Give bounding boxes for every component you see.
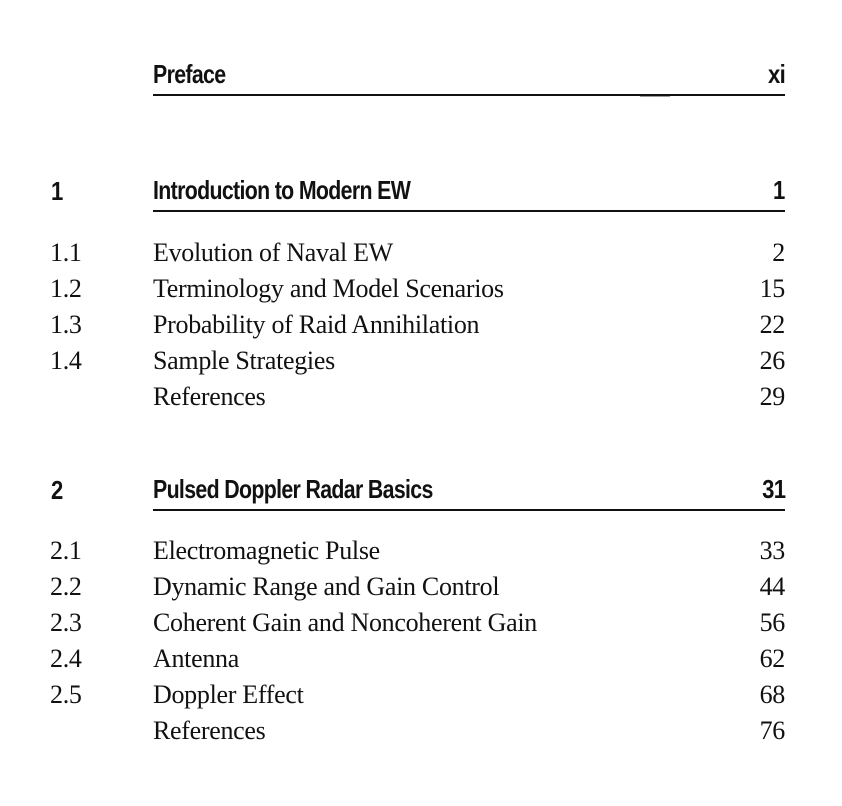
toc-entry-1-2[interactable] — [50, 274, 785, 308]
toc-entry-1-3[interactable] — [50, 310, 785, 344]
section-page: 33 — [759, 536, 785, 565]
preface-title: Preface — [153, 59, 226, 89]
toc-entry-1-references[interactable] — [50, 382, 785, 416]
toc-entry-2-3[interactable] — [50, 608, 785, 642]
chapter-2-title: Pulsed Doppler Radar Basics — [153, 474, 433, 504]
section-page: 56 — [759, 608, 785, 637]
section-page: 26 — [759, 346, 785, 375]
section-title: Coherent Gain and Noncoherent Gain — [153, 608, 538, 637]
section-title: Antenna — [153, 644, 239, 673]
section-title: Dynamic Range and Gain Control — [153, 572, 500, 601]
section-title: Sample Strategies — [153, 346, 335, 375]
section-number: 2.1 — [50, 536, 82, 565]
chapter-1-number: 1 — [51, 176, 64, 206]
section-number: 1.4 — [50, 346, 82, 375]
section-title: Electromagnetic Pulse — [153, 536, 380, 565]
section-page: 2 — [772, 238, 785, 267]
preface-heading[interactable] — [153, 60, 785, 96]
section-title: Doppler Effect — [153, 680, 304, 709]
chapter-1-heading[interactable] — [153, 176, 785, 212]
chapter-1-page: 1 — [773, 175, 785, 205]
section-page: 68 — [759, 680, 785, 709]
section-number: 2.4 — [50, 644, 82, 673]
toc-entry-1-1[interactable] — [50, 238, 785, 272]
chapter-1-title: Introduction to Modern EW — [153, 175, 411, 205]
toc-entry-2-2[interactable] — [50, 572, 785, 606]
section-page: 44 — [759, 572, 785, 601]
section-page: 15 — [759, 274, 785, 303]
section-number: 1.3 — [50, 310, 82, 339]
toc-entry-2-5[interactable] — [50, 680, 785, 714]
section-number: 1.2 — [50, 274, 82, 303]
toc-entry-2-references[interactable] — [50, 716, 785, 750]
chapter-2-number: 2 — [51, 475, 64, 505]
section-number: 2.3 — [50, 608, 82, 637]
toc-entry-1-4[interactable] — [50, 346, 785, 380]
section-number: 1.1 — [50, 238, 82, 267]
section-page: 22 — [759, 310, 785, 339]
preface-page: xi — [767, 59, 785, 89]
section-title: Evolution of Naval EW — [153, 238, 393, 267]
section-title: References — [153, 716, 266, 745]
section-page: 76 — [759, 716, 785, 745]
section-title: References — [153, 382, 266, 411]
section-title: Terminology and Model Scenarios — [153, 274, 504, 303]
chapter-2-heading[interactable] — [153, 475, 785, 511]
toc-entry-2-4[interactable] — [50, 644, 785, 678]
section-number: 2.5 — [50, 680, 82, 709]
section-page: 29 — [759, 382, 785, 411]
scan-mark — [640, 96, 670, 97]
chapter-2-page: 31 — [761, 474, 785, 504]
section-title: Probability of Raid Annihilation — [153, 310, 480, 339]
toc-entry-2-1[interactable] — [50, 536, 785, 570]
section-number: 2.2 — [50, 572, 82, 601]
section-page: 62 — [759, 644, 785, 673]
